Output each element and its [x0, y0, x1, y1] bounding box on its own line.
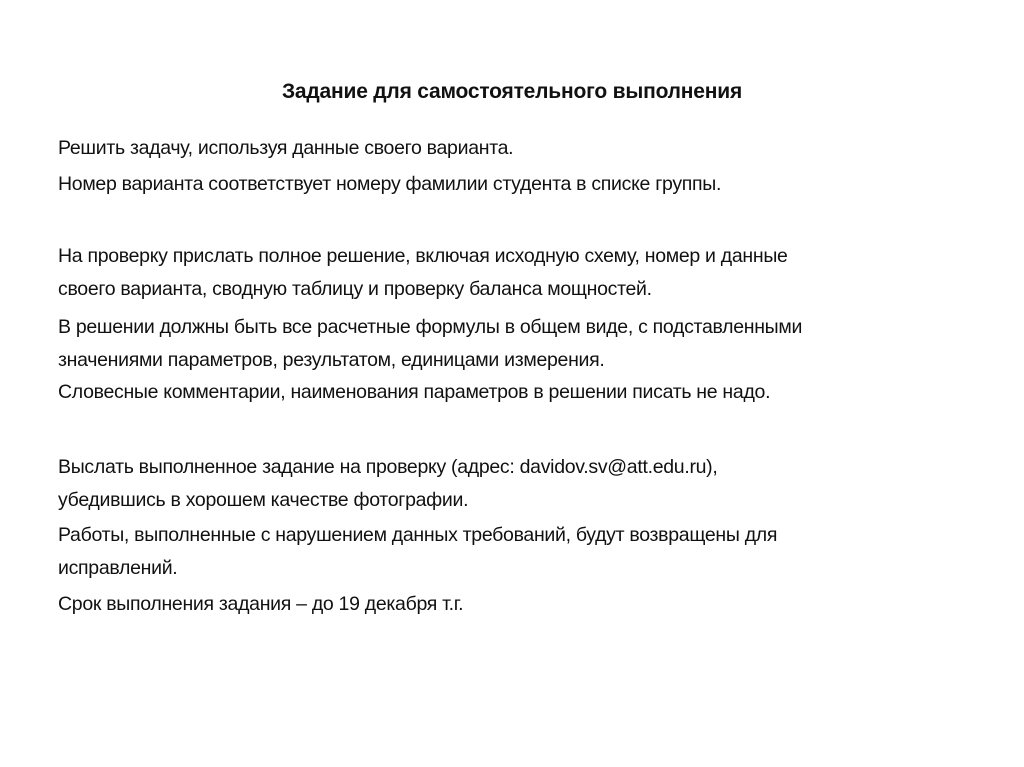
paragraph-send	[58, 451, 978, 517]
text-line: Выслать выполненное задание на проверку (адрес: davidov.sv@att.edu.ru),	[58, 456, 718, 478]
paragraph-returned	[58, 519, 978, 585]
text-line: Словесные комментарии, наименования параметров в решении писать не надо.	[58, 381, 771, 403]
text-line: Срок выполнения задания – до 19 декабря т.г.	[58, 593, 464, 615]
paragraph-submission	[58, 240, 978, 306]
paragraph-task	[58, 132, 978, 165]
text-line: значениями параметров, результатом, единицами измерения.	[58, 349, 605, 371]
slide-title: Задание для самостоятельного выполнения	[281, 80, 743, 103]
paragraph-variant	[58, 168, 978, 201]
text-line: На проверку прислать полное решение, включая исходную схему, номер и данные	[58, 245, 788, 267]
text-line: Работы, выполненные с нарушением данных требований, будут возвращены для	[58, 524, 778, 546]
text-line: своего варианта, сводную таблицу и проверку баланса мощностей.	[58, 278, 652, 300]
paragraph-deadline	[58, 588, 978, 621]
paragraph-formulas	[58, 311, 978, 377]
text-line: Решить задачу, используя данные своего варианта.	[58, 137, 514, 159]
text-line: исправлений.	[58, 557, 178, 579]
text-line: убедившись в хорошем качестве фотографии.	[58, 489, 469, 511]
text-line: В решении должны быть все расчетные формулы в общем виде, с подставленными	[58, 316, 803, 338]
text-line: Номер варианта соответствует номеру фамилии студента в списке группы.	[58, 173, 722, 195]
paragraph-comments	[58, 376, 978, 409]
